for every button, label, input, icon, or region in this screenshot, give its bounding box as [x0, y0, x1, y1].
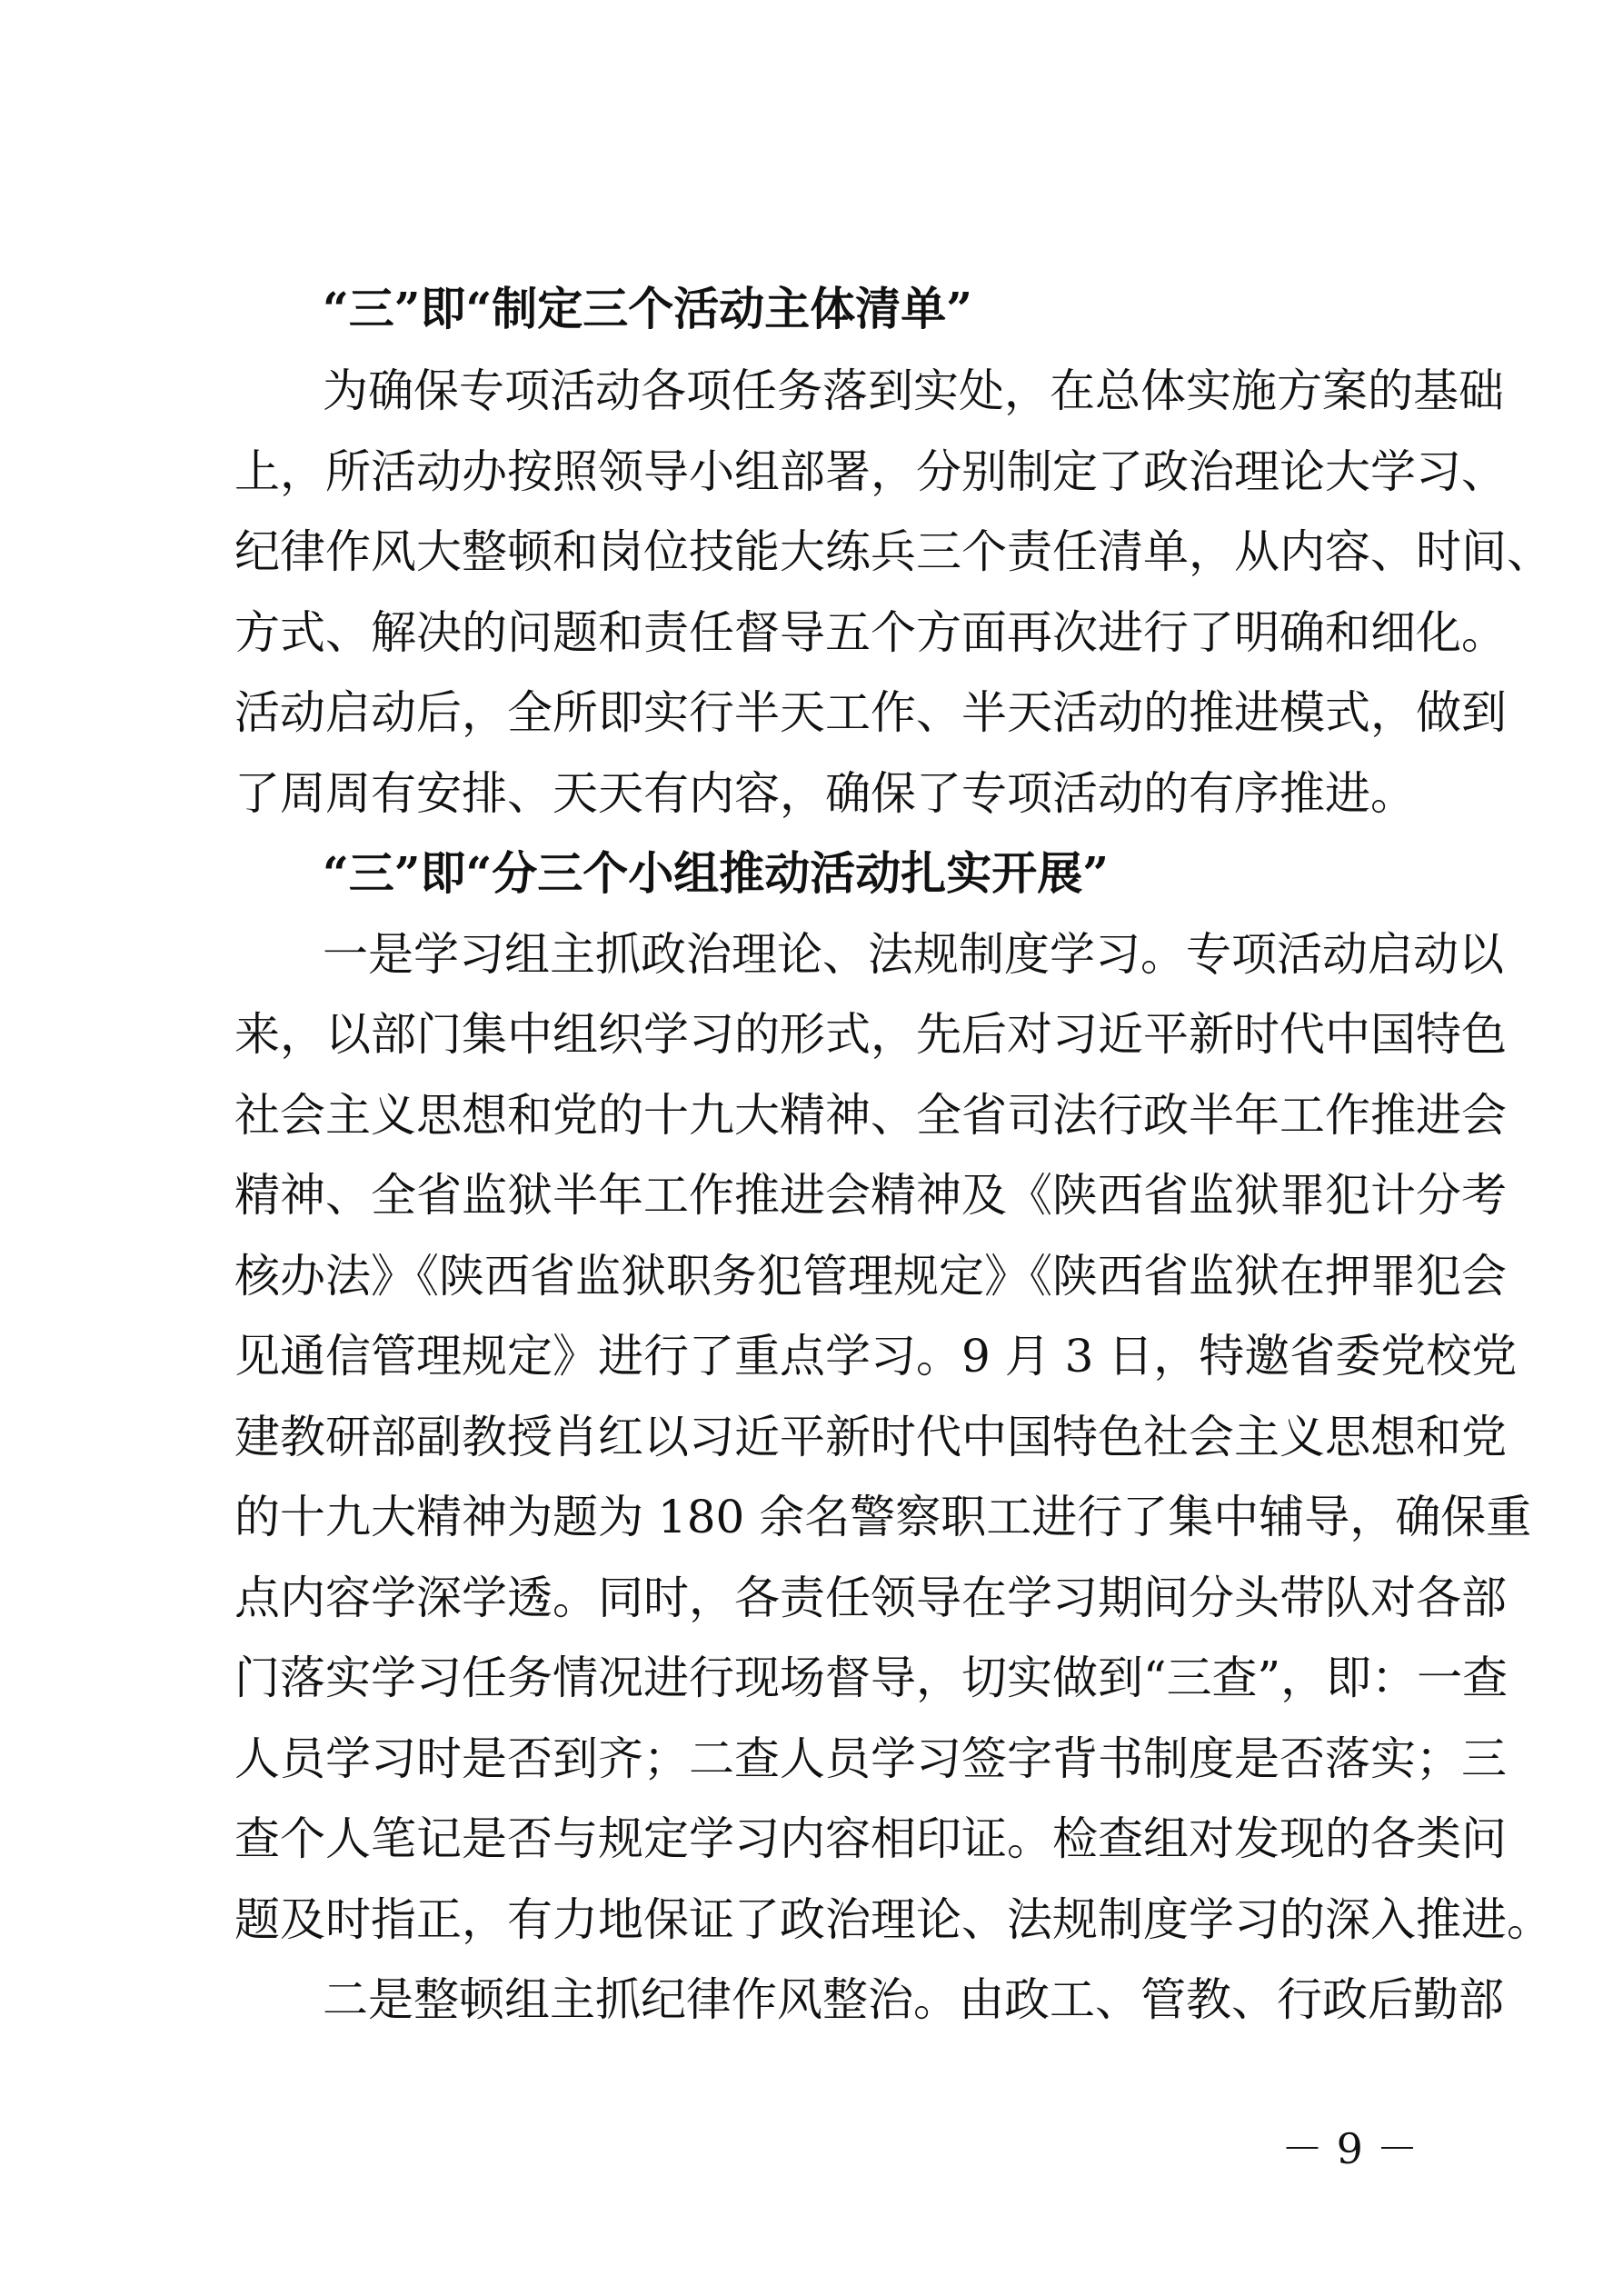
paragraph-line: 的十九大精神为题为 180 余名警察职工进行了集中辅导，确保重 [234, 1491, 1532, 1543]
paragraph-line: 为确保专项活动各项任务落到实处，在总体实施方案的基础 [323, 364, 1504, 417]
paragraph-line: 纪律作风大整顿和岗位技能大练兵三个责任清单，从内容、时间、 [234, 525, 1552, 578]
page-number: － 9 － [1281, 2124, 1419, 2173]
paragraph-line: 活动启动后，全所即实行半天工作、半天活动的推进模式，做到 [234, 686, 1507, 739]
paragraph-line: 建教研部副教授肖红以习近平新时代中国特色社会主义思想和党 [234, 1411, 1507, 1463]
paragraph-line: 一是学习组主抓政治理论、法规制度学习。专项活动启动以 [323, 928, 1504, 981]
paragraph-line: 门落实学习任务情况进行现场督导，切实做到“三查”，即：一查 [234, 1652, 1508, 1704]
paragraph-line: 点内容学深学透。同时，各责任领导在学习期间分头带队对各部 [234, 1572, 1507, 1624]
paragraph-line: 二是整顿组主抓纪律作风整治。由政工、管教、行政后勤部 [323, 1973, 1504, 2026]
paragraph-line: 精神、全省监狱半年工作推进会精神及《陕西省监狱罪犯计分考 [234, 1169, 1507, 1222]
section-heading: “三”即“制定三个活动主体清单” [323, 282, 973, 335]
paragraph-line: 查个人笔记是否与规定学习内容相印证。检查组对发现的各类问 [234, 1812, 1507, 1865]
section-heading: “三”即“分三个小组推动活动扎实开展” [323, 846, 1110, 900]
paragraph-line: 上，所活动办按照领导小组部署，分别制定了政治理论大学习、 [234, 445, 1507, 498]
paragraph-line: 题及时指正，有力地保证了政治理论、法规制度学习的深入推进。 [234, 1893, 1552, 1946]
paragraph-line: 人员学习时是否到齐；二查人员学习签字背书制度是否落实；三 [234, 1732, 1507, 1785]
paragraph-line: 社会主义思想和党的十九大精神、全省司法行政半年工作推进会 [234, 1089, 1507, 1142]
paragraph-line: 核办法》《陕西省监狱职务犯管理规定》《陕西省监狱在押罪犯会 [234, 1250, 1507, 1303]
paragraph-line: 来，以部门集中组织学习的形式，先后对习近平新时代中国特色 [234, 1008, 1507, 1061]
paragraph-line: 见通信管理规定》进行了重点学习。9 月 3 日，特邀省委党校党 [234, 1330, 1518, 1383]
paragraph-line: 方式、解决的问题和责任督导五个方面再次进行了明确和细化。 [234, 606, 1507, 659]
paragraph-line: 了周周有安排、天天有内容，确保了专项活动的有序推进。 [234, 767, 1416, 820]
